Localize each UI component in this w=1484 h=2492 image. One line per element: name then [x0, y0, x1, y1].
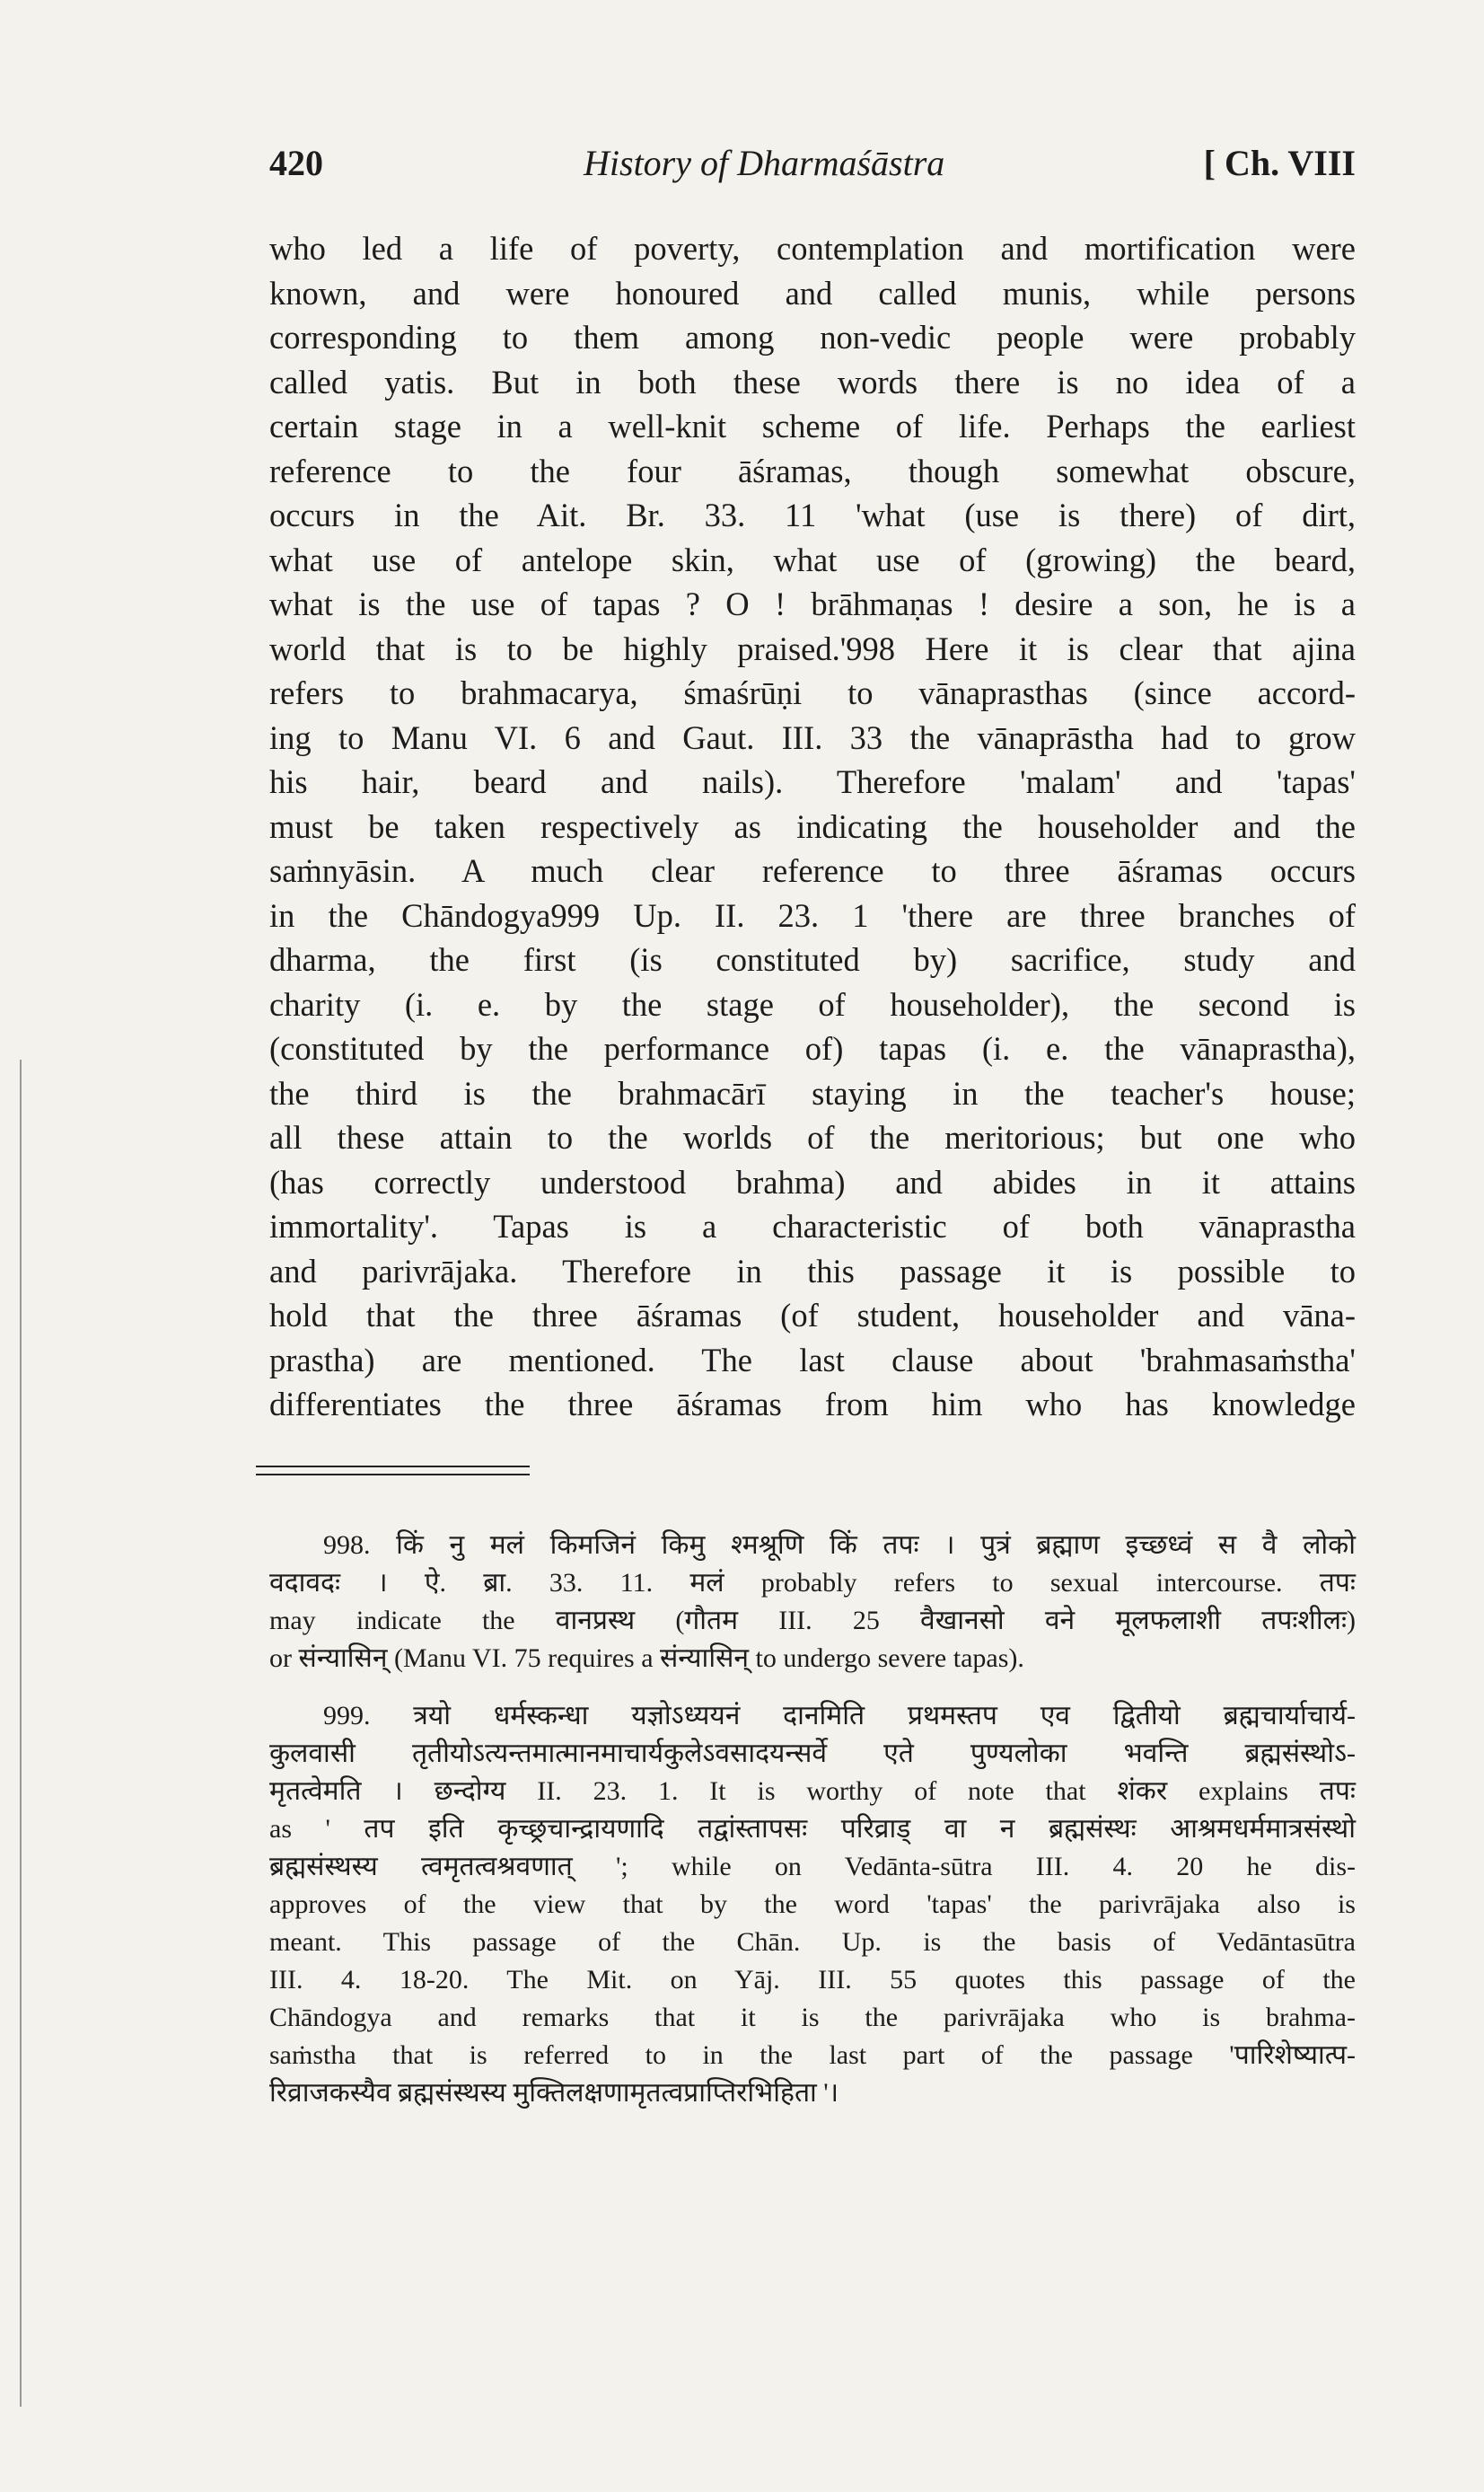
text-line: reference to the four āśramas, though somewhat obscure, [269, 452, 1356, 489]
text-line: (constituted by the performance of) tapas (i. e. the vānaprastha), [269, 1030, 1356, 1067]
footnote-line: may indicate the वानप्रस्थ (गौतम III. 25 वैखानसो वने मूलफलाशी तपःशीलः) [269, 1606, 1356, 1635]
footnote-line: as ' तप इति कृच्छ्रचान्द्रायणादि तद्वांस्तापसः परिव्राड् वा न ब्रह्मसंस्थः आश्रमधर्ममात्रसंस्थो [269, 1814, 1356, 1844]
chapter-reference: [ Ch. VIII [1203, 143, 1356, 183]
main-text [269, 226, 1356, 1427]
footnote-line: कुलवासी तृतीयोऽत्यन्तमात्मानमाचार्यकुलेऽवसादयन्सर्वे एते पुण्यलोका भवन्ति ब्रह्मसंस्थोऽ- [269, 1739, 1356, 1768]
footnote-line: मृतत्वेमति । छन्दोग्य II. 23. 1. It is worthy of note that शंकर explains तपः [269, 1776, 1356, 1806]
text-line: in the Chāndogya999 Up. II. 23. 1 'there are three branches of [269, 896, 1356, 934]
text-line: immortality'. Tapas is a characteristic of both vānaprastha [269, 1208, 1356, 1245]
text-line: certain stage in a well-knit scheme of life. Perhaps the earliest [269, 408, 1356, 445]
text-line: who led a life of poverty, contemplation and mortification were [269, 230, 1356, 267]
text-line: and parivrājaka. Therefore in this passage it is possible to [269, 1252, 1356, 1290]
running-title: History of Dharmaśāstra [584, 143, 945, 183]
text-line: his hair, beard and nails). Therefore 'malam' and 'tapas' [269, 763, 1356, 800]
footnote-line: वदावदः । ऐ. ब्रा. 33. 11. मलं probably refers to sexual intercourse. तपः [269, 1568, 1356, 1598]
text-line: charity (i. e. by the stage of householder), the second is [269, 985, 1356, 1023]
text-line: the third is the brahmacārī staying in the teacher's house; [269, 1074, 1356, 1112]
text-line: differentiates the three āśramas from him who has knowledge [269, 1386, 1356, 1422]
footnote-line: meant. This passage of the Chān. Up. is the basis of Vedāntasūtra [269, 1927, 1356, 1957]
footnote-998 [269, 1527, 1356, 1677]
text-line: dharma, the first (is constituted by) sacrifice, study and [269, 941, 1356, 978]
text-line: prastha) are mentioned. The last clause about 'brahmasaṁstha' [269, 1341, 1356, 1378]
text-line: refers to brahmacarya, śmaśrūṇi to vānaprasthas (since accord- [269, 674, 1356, 711]
text-line: saṁnyāsin. A much clear reference to three āśramas occurs [269, 852, 1356, 889]
text-line: must be taken respectively as indicating the householder and the [269, 807, 1356, 845]
text-line: (has correctly understood brahma) and abides in it attains [269, 1163, 1356, 1201]
footnote-line: or संन्यासिन् (Manu VI. 75 requires a संन्यासिन् to undergo severe tapas). [269, 1643, 1024, 1673]
separator-rule [256, 1474, 530, 1475]
footnote-line: III. 4. 18-20. The Mit. on Yāj. III. 55 quotes this passage of the [269, 1965, 1356, 1994]
footnote-line: approves of the view that by the word 'tapas' the parivrājaka also is [269, 1889, 1356, 1919]
footnote-line: 999. त्रयो धर्मस्कन्धा यज्ञोऽध्ययनं दानमिति प्रथमस्तप एव द्वितीयो ब्रह्मचार्याचार्य- [323, 1701, 1356, 1730]
footnote-999 [269, 1697, 1356, 2112]
text-line: what use of antelope skin, what use of (growing) the beard, [269, 541, 1356, 578]
text-line: corresponding to them among non-vedic people were probably [269, 319, 1356, 356]
footnote-line: रिव्राजकस्यैव ब्रह्मसंस्थस्य मुक्तिलक्षणामृतत्वप्राप्तिरभिहिता '। [269, 2078, 839, 2108]
text-line: world that is to be highly praised.'998 Here it is clear that ajina [269, 630, 1356, 667]
footnote-line: ब्रह्मसंस्थस्य त्वमृतत्वश्रवणात् '; while on Vedānta-sūtra III. 4. 20 he dis- [269, 1852, 1356, 1881]
text-line: what is the use of tapas ? O ! brāhmaṇas ! desire a son, he is a [269, 586, 1356, 622]
scan-margin-line [20, 1060, 22, 2407]
text-line: called yatis. But in both these words there is no idea of a [269, 363, 1356, 401]
text-line: hold that the three āśramas (of student, householder and vāna- [269, 1297, 1356, 1334]
page-header [269, 142, 1356, 196]
body-paragraph [269, 226, 1356, 1427]
text-line: all these attain to the worlds of the meritorious; but one who [269, 1119, 1356, 1156]
text-line: ing to Manu VI. 6 and Gaut. III. 33 the vānaprāstha had to grow [269, 718, 1356, 756]
footnotes [269, 1527, 1356, 2132]
text-line: known, and were honoured and called munis, while persons [269, 274, 1356, 312]
separator-rule [256, 1466, 530, 1467]
text-line: occurs in the Ait. Br. 33. 11 'what (use is there) of dirt, [269, 497, 1356, 533]
page-number: 420 [269, 143, 323, 183]
footnote-separator [256, 1466, 530, 1482]
footnote-line: 998. किं नु मलं किमजिनं किमु श्मश्रूणि किं तपः । पुत्रं ब्रह्माण इच्छध्वं स वै लोको [323, 1530, 1356, 1560]
footnote-line: saṁstha that is referred to in the last part of the passage 'पारिशेष्यात्प- [269, 2040, 1356, 2070]
footnote-line: Chāndogya and remarks that it is the parivrājaka who is brahma- [269, 2003, 1356, 2032]
